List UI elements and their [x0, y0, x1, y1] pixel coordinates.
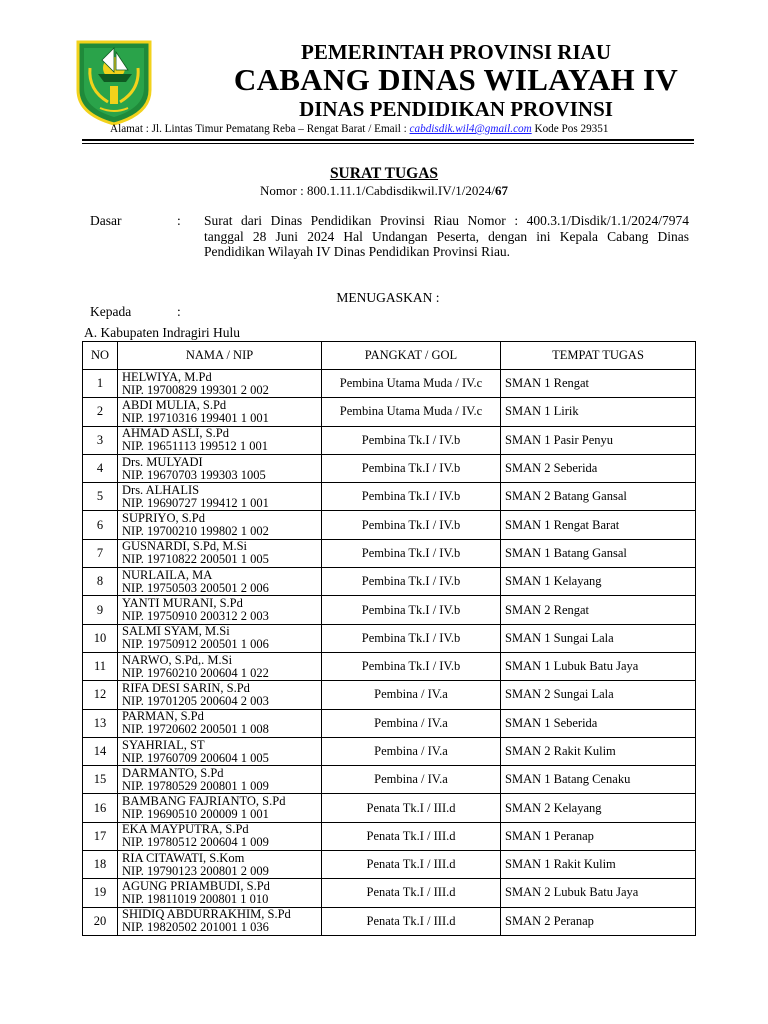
row-tempat: SMAN 2 Batang Gansal [501, 483, 696, 511]
table-row [83, 624, 696, 652]
row-pangkat: Pembina Tk.I / IV.b [322, 454, 501, 482]
row-nama-nip [118, 539, 322, 567]
row-no: 1 [83, 370, 118, 398]
row-no: 20 [83, 907, 118, 935]
row-no: 7 [83, 539, 118, 567]
row-name: ABDI MULIA, S.Pd [122, 397, 227, 412]
row-pangkat: Pembina Tk.I / IV.b [322, 568, 501, 596]
row-name: DARMANTO, S.Pd [122, 765, 224, 780]
letterhead [160, 40, 752, 122]
row-nip: NIP. 19690510 200009 1 001 [122, 807, 269, 822]
row-nip: NIP. 19760210 200604 1 022 [122, 665, 269, 680]
row-nama-nip [118, 822, 322, 850]
table-row [83, 737, 696, 765]
row-pangkat: Pembina Tk.I / IV.b [322, 483, 501, 511]
row-nama-nip [118, 483, 322, 511]
row-pangkat: Pembina Tk.I / IV.b [322, 426, 501, 454]
row-tempat: SMAN 1 Rengat Barat [501, 511, 696, 539]
row-pangkat: Pembina Tk.I / IV.b [322, 596, 501, 624]
row-nip: NIP. 19790123 200801 2 009 [122, 863, 269, 878]
letterhead-office: CABANG DINAS WILAYAH IV [233, 62, 679, 97]
table-row [83, 681, 696, 709]
row-tempat: SMAN 1 Rakit Kulim [501, 851, 696, 879]
row-name: RIFA DESI SARIN, S.Pd [122, 680, 250, 695]
row-no: 4 [83, 454, 118, 482]
dasar-label: Dasar [90, 213, 122, 228]
header-nama-nip: NAMA / NIP [118, 342, 322, 370]
row-nip: NIP. 19651113 199512 1 001 [122, 439, 268, 454]
row-name: RIA CITAWATI, S.Kom [122, 850, 245, 865]
row-pangkat: Penata Tk.I / III.d [322, 794, 501, 822]
row-name: Drs. ALHALIS [122, 482, 200, 497]
table-row [83, 596, 696, 624]
row-name: GUSNARDI, S.Pd, M.Si [122, 539, 248, 554]
row-name: YANTI MURANI, S.Pd [122, 596, 243, 611]
row-tempat: SMAN 2 Rengat [501, 596, 696, 624]
row-pangkat: Pembina Tk.I / IV.b [322, 652, 501, 680]
table-row [83, 370, 696, 398]
row-pangkat: Pembina / IV.a [322, 709, 501, 737]
row-name: PARMAN, S.Pd [122, 709, 204, 724]
table-row [83, 822, 696, 850]
riau-province-emblem [74, 38, 154, 126]
address-text: Alamat : Jl. Lintas Timur Pematang Reba – Rengat Barat / Email : [110, 123, 407, 135]
row-nama-nip [118, 596, 322, 624]
row-tempat: SMAN 1 Kelayang [501, 568, 696, 596]
row-pangkat: Pembina Utama Muda / IV.c [322, 398, 501, 426]
row-nip: NIP. 19750503 200501 2 006 [122, 580, 269, 595]
row-no: 3 [83, 426, 118, 454]
row-no: 19 [83, 879, 118, 907]
row-no: 14 [83, 737, 118, 765]
row-name: SUPRIYO, S.Pd [122, 511, 206, 526]
kepada-label: Kepada [90, 304, 132, 319]
row-pangkat: Pembina Tk.I / IV.b [322, 539, 501, 567]
table-row [83, 907, 696, 935]
row-no: 11 [83, 652, 118, 680]
section-heading: A. Kabupaten Indragiri Hulu [84, 325, 240, 340]
row-tempat: SMAN 2 Seberida [501, 454, 696, 482]
row-nip: NIP. 19780529 200801 1 009 [122, 778, 269, 793]
row-no: 18 [83, 851, 118, 879]
row-nama-nip [118, 454, 322, 482]
row-nip: NIP. 19710822 200501 1 005 [122, 552, 269, 567]
postcode: Kode Pos 29351 [534, 123, 609, 135]
row-no: 6 [83, 511, 118, 539]
row-tempat: SMAN 1 Batang Cenaku [501, 766, 696, 794]
row-nama-nip [118, 709, 322, 737]
row-name: SHIDIQ ABDURRAKHIM, S.Pd [122, 907, 291, 922]
row-nama-nip [118, 568, 322, 596]
table-row [83, 851, 696, 879]
row-nama-nip [118, 624, 322, 652]
table-row [83, 539, 696, 567]
row-pangkat: Penata Tk.I / III.d [322, 822, 501, 850]
row-tempat: SMAN 2 Kelayang [501, 794, 696, 822]
row-name: SALMI SYAM, M.Si [122, 624, 230, 639]
table-row [83, 426, 696, 454]
row-tempat: SMAN 1 Sungai Lala [501, 624, 696, 652]
row-no: 10 [83, 624, 118, 652]
row-nama-nip [118, 737, 322, 765]
kepada-colon: : [177, 304, 181, 319]
row-tempat: SMAN 2 Sungai Lala [501, 681, 696, 709]
row-nama-nip [118, 652, 322, 680]
row-name: NURLAILA, MA [122, 567, 213, 582]
row-nip: NIP. 19720602 200501 1 008 [122, 722, 269, 737]
row-tempat: SMAN 1 Lirik [501, 398, 696, 426]
row-no: 17 [83, 822, 118, 850]
dasar-text: Surat dari Dinas Pendidikan Provinsi Riau Nomor : 400.3.1/Disdik/1.1/2024/7974 tanggal 28 Juni 2024 Hal Undangan Peserta, dengan ini Kepala Cabang Dinas Pendidikan Wilayah IV Dinas Pendidikan Provinsi Riau. [204, 213, 689, 259]
table-row [83, 568, 696, 596]
table-row [83, 709, 696, 737]
row-pangkat: Penata Tk.I / III.d [322, 907, 501, 935]
letter-number-prefix: Nomor : 800.1.11.1/Cabdisdikwil.IV/1/2024/ [260, 183, 495, 198]
row-name: BAMBANG FAJRIANTO, S.Pd [122, 794, 286, 809]
table-row [83, 454, 696, 482]
row-pangkat: Pembina / IV.a [322, 737, 501, 765]
letter-number [0, 183, 768, 199]
menugaskan-heading: MENUGASKAN : [336, 290, 440, 305]
letter-number-suffix: 67 [494, 183, 508, 198]
letterhead-address [110, 123, 710, 135]
row-tempat: SMAN 2 Rakit Kulim [501, 737, 696, 765]
row-nip: NIP. 19811019 200801 1 010 [122, 891, 269, 906]
letter-title: SURAT TUGAS [329, 165, 439, 182]
table-row [83, 652, 696, 680]
row-nip: NIP. 19820502 201001 1 036 [122, 920, 269, 935]
row-pangkat: Pembina Tk.I / IV.b [322, 624, 501, 652]
header-pangkat-gol: PANGKAT / GOL [322, 342, 501, 370]
header-no: NO [83, 342, 118, 370]
letterhead-department: DINAS PENDIDIKAN PROVINSI [299, 97, 613, 121]
row-nip: NIP. 19701205 200604 2 003 [122, 693, 269, 708]
row-name: AHMAD ASLI, S.Pd [122, 426, 229, 441]
row-no: 8 [83, 568, 118, 596]
row-tempat: SMAN 1 Batang Gansal [501, 539, 696, 567]
row-nip: NIP. 19750910 200312 2 003 [122, 609, 269, 624]
row-name: Drs. MULYADI [122, 454, 203, 469]
row-name: EKA MAYPUTRA, S.Pd [122, 822, 249, 837]
row-pangkat: Pembina Utama Muda / IV.c [322, 370, 501, 398]
row-nip: NIP. 19690727 199412 1 001 [122, 495, 269, 510]
row-nip: NIP. 19700210 199802 1 002 [122, 524, 269, 539]
row-nama-nip [118, 907, 322, 935]
row-nama-nip [118, 879, 322, 907]
table-row [83, 511, 696, 539]
row-tempat: SMAN 2 Lubuk Batu Jaya [501, 879, 696, 907]
row-no: 9 [83, 596, 118, 624]
row-tempat: SMAN 1 Seberida [501, 709, 696, 737]
row-nama-nip [118, 681, 322, 709]
email-link[interactable]: cabdisdik.wil4@gmail.com [409, 123, 532, 135]
table-row [83, 794, 696, 822]
row-no: 16 [83, 794, 118, 822]
letterhead-rule-thick [82, 139, 694, 141]
assignment-table [82, 341, 696, 936]
row-nip: NIP. 19710316 199401 1 001 [122, 410, 269, 425]
row-nip: NIP. 19750912 200501 1 006 [122, 637, 269, 652]
row-pangkat: Penata Tk.I / III.d [322, 879, 501, 907]
row-pangkat: Pembina / IV.a [322, 766, 501, 794]
table-body [83, 370, 696, 936]
table-row [83, 879, 696, 907]
row-tempat: SMAN 1 Peranap [501, 822, 696, 850]
row-nip: NIP. 19780512 200604 1 009 [122, 835, 269, 850]
row-no: 13 [83, 709, 118, 737]
row-no: 2 [83, 398, 118, 426]
row-tempat: SMAN 1 Rengat [501, 370, 696, 398]
table-row [83, 398, 696, 426]
row-pangkat: Pembina Tk.I / IV.b [322, 511, 501, 539]
row-nama-nip [118, 851, 322, 879]
row-nip: NIP. 19760709 200604 1 005 [122, 750, 269, 765]
row-nama-nip [118, 370, 322, 398]
row-nama-nip [118, 766, 322, 794]
row-tempat: SMAN 2 Peranap [501, 907, 696, 935]
dasar-colon: : [177, 213, 181, 228]
row-nip: NIP. 19670703 199303 1005 [122, 467, 266, 482]
row-no: 5 [83, 483, 118, 511]
row-nama-nip [118, 398, 322, 426]
row-nip: NIP. 19700829 199301 2 002 [122, 382, 269, 397]
row-name: HELWIYA, M.Pd [122, 369, 212, 384]
letterhead-rule-thin [82, 143, 694, 144]
row-nama-nip [118, 794, 322, 822]
row-tempat: SMAN 1 Pasir Penyu [501, 426, 696, 454]
header-tempat-tugas: TEMPAT TUGAS [501, 342, 696, 370]
row-nama-nip [118, 511, 322, 539]
row-name: AGUNG PRIAMBUDI, S.Pd [122, 878, 270, 893]
table-row [83, 483, 696, 511]
row-pangkat: Pembina / IV.a [322, 681, 501, 709]
row-no: 15 [83, 766, 118, 794]
row-nama-nip [118, 426, 322, 454]
letterhead-government: PEMERINTAH PROVINSI RIAU [301, 40, 611, 64]
table-row [83, 766, 696, 794]
row-name: SYAHRIAL, ST [122, 737, 205, 752]
row-no: 12 [83, 681, 118, 709]
table-header-row [83, 342, 696, 370]
row-tempat: SMAN 1 Lubuk Batu Jaya [501, 652, 696, 680]
row-pangkat: Penata Tk.I / III.d [322, 851, 501, 879]
row-name: NARWO, S.Pd,. M.Si [122, 652, 233, 667]
